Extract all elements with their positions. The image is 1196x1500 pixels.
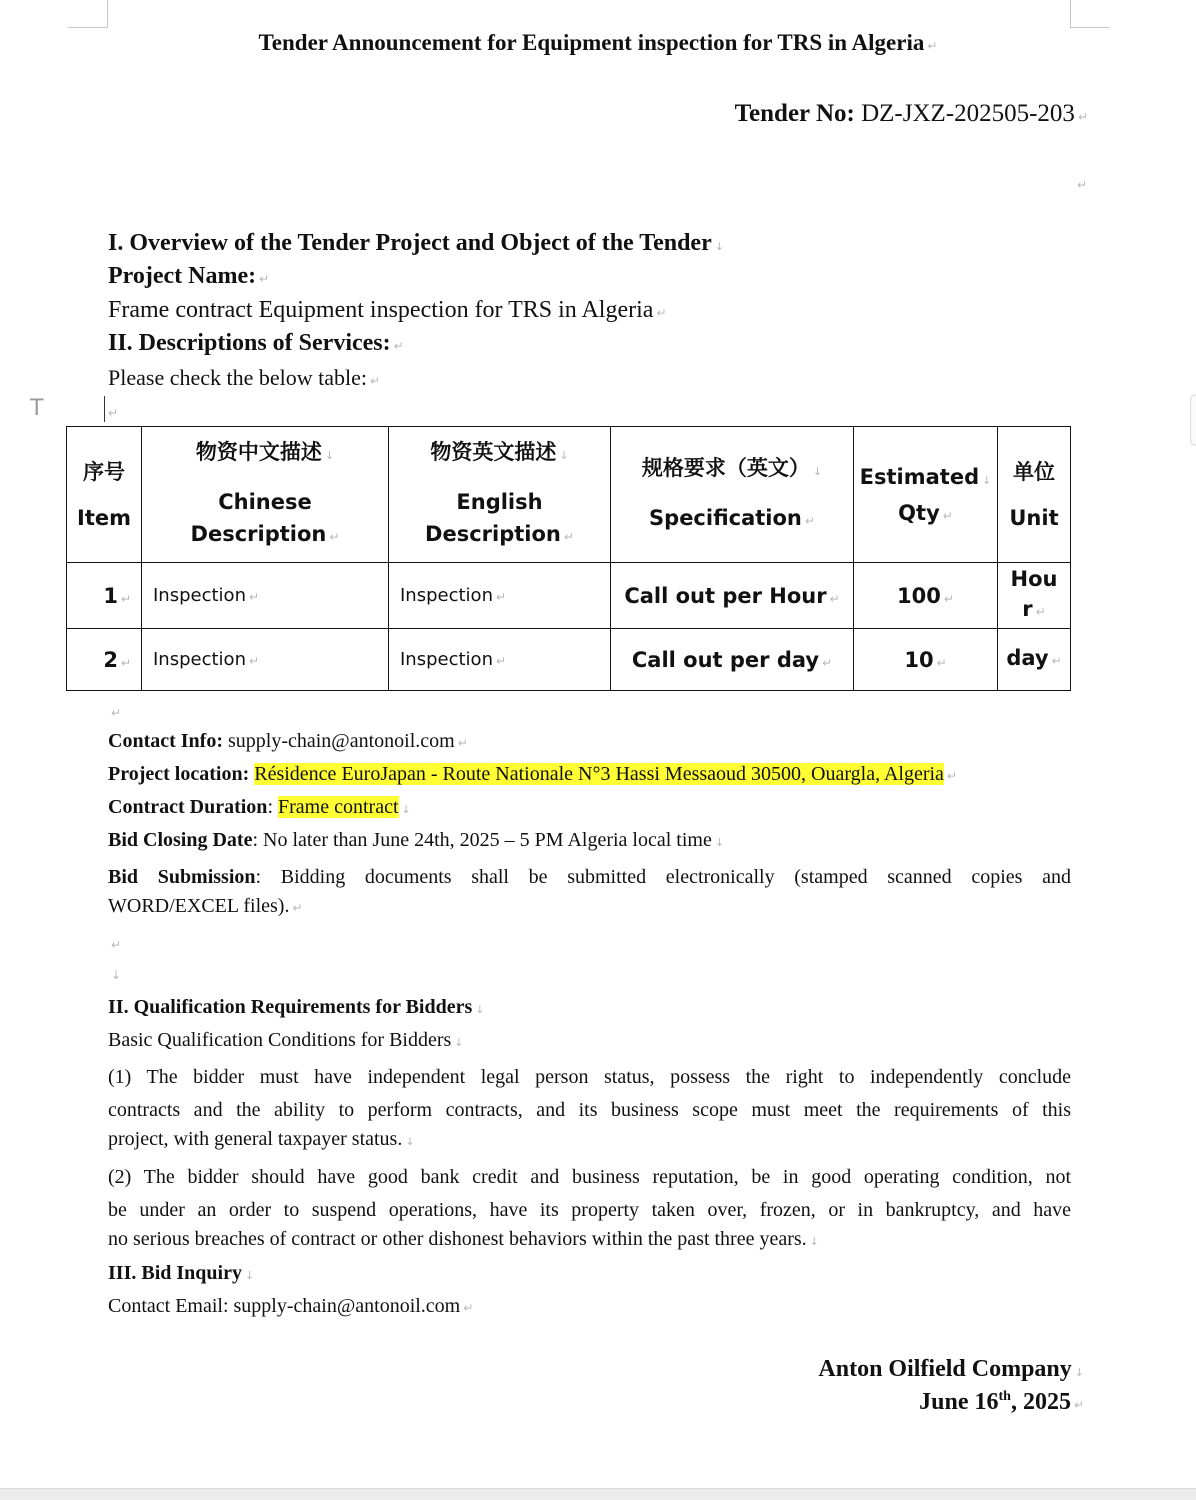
paragraph-mark-icon: ↵ xyxy=(1073,1398,1084,1412)
qualification-item1-line1: (1) The bidder must have independent legal person status, possess the right to independently conclude xyxy=(108,1066,1071,1088)
line-break-mark-icon: ↓ xyxy=(714,836,725,849)
paragraph-mark-icon: ↵ xyxy=(248,590,260,604)
paragraph-mark-icon: ↵ xyxy=(943,591,954,606)
header-estimated-qty-en2: Qty xyxy=(898,501,940,525)
header-estimated-qty xyxy=(854,427,998,563)
side-panel-handle[interactable] xyxy=(1190,394,1196,446)
overview-heading xyxy=(108,230,724,257)
insertion-caret xyxy=(104,396,105,422)
paragraph-mark-icon: ↵ xyxy=(656,306,667,320)
line-break-mark-icon: ↓ xyxy=(405,1135,415,1148)
cell-specification: Call out per day ↵ xyxy=(611,629,854,691)
contact-info xyxy=(108,730,468,753)
header-chinese-description-en1: Chinese xyxy=(218,490,312,514)
bid-inquiry-email xyxy=(108,1295,473,1318)
contract-duration-value: Frame contract xyxy=(278,796,399,818)
header-specification-en: Specification xyxy=(649,506,802,530)
cell-qty: 10 ↵ xyxy=(854,629,998,691)
table-intro xyxy=(108,365,380,391)
paragraph-mark-icon: ↵ xyxy=(370,374,381,388)
bid-inquiry-heading-text: III. Bid Inquiry xyxy=(108,1262,242,1284)
bid-inquiry-heading xyxy=(108,1262,254,1285)
table-header-row xyxy=(67,427,1071,563)
qualification-subheading xyxy=(108,1029,464,1052)
qualification-item2-line2: be under an order to suspend operations, have its property taken over, frozen, or in bankruptcy, and have xyxy=(108,1199,1071,1221)
line-break-mark-icon: ↓ xyxy=(324,449,335,462)
header-chinese-description-cn: 物资中文描述 xyxy=(195,440,322,464)
signature-date-prefix: June 16 xyxy=(919,1389,999,1415)
signature-date-sup: th xyxy=(998,1389,1011,1404)
crop-mark-top-right xyxy=(1070,0,1110,28)
cell-specification: Call out per Hour ↵ xyxy=(611,563,854,629)
tender-number-value: DZ-JXZ-202505-203 xyxy=(861,100,1075,127)
header-item xyxy=(67,427,142,563)
paragraph-mark-icon: ↵ xyxy=(248,654,260,668)
paragraph-mark-icon: ↵ xyxy=(495,654,507,668)
insertion-caret-line[interactable] xyxy=(108,396,118,422)
crop-mark-top-left xyxy=(68,0,108,28)
document-title xyxy=(0,30,1196,56)
cell-unit: day ↵ xyxy=(998,629,1071,691)
line-break-mark-icon: ↓ xyxy=(982,474,992,487)
contract-duration: Contract Duration: Frame contract ↓ xyxy=(108,796,411,818)
qualification-subheading-text: Basic Qualification Conditions for Bidders xyxy=(108,1029,452,1051)
cell-item: 2 ↵ xyxy=(67,629,142,691)
header-specification-cn: 规格要求（英文） xyxy=(641,456,810,480)
qualification-item1-line2: contracts and the ability to perform contracts, and its business scope must meet the requirements of this xyxy=(108,1099,1071,1121)
qualification-heading xyxy=(108,996,485,1019)
cell-chinese-description: Inspection ↵ xyxy=(142,629,389,691)
table-intro-text: Please check the below table: xyxy=(108,365,368,390)
project-name-label xyxy=(108,263,269,290)
cell-english-description: Inspection ↵ xyxy=(389,563,611,629)
line-break-mark-icon: ↓ xyxy=(714,240,724,253)
line-break-mark-icon: ↓ xyxy=(559,449,569,462)
paragraph-mark-icon: ↵ xyxy=(108,406,119,420)
bid-inquiry-email-text: Contact Email: supply-chain@antonoil.com xyxy=(108,1295,461,1317)
paragraph-mark-icon: ↵ xyxy=(1051,654,1062,668)
paragraph-mark-icon: ↵ xyxy=(292,901,303,915)
table-row xyxy=(67,629,1071,691)
qualification-item2-line1: (2) The bidder should have good bank credit and business reputation, be in good operating condition, not xyxy=(108,1166,1071,1188)
signature-date-suffix: , 2025 xyxy=(1010,1389,1071,1415)
qualification-item1-line3: project, with general taxpayer status. ↓ xyxy=(108,1128,415,1150)
bid-submission-label: Bid Submission xyxy=(108,866,256,888)
cell-unit: Hou r ↵ xyxy=(998,563,1071,629)
paragraph-mark-icon: ↵ xyxy=(1077,178,1088,192)
qualification-item2-line3: no serious breaches of contract or other dishonest behaviors within the past three years. ↓ xyxy=(108,1228,819,1250)
paragraph-mark-icon: ↵ xyxy=(463,1301,474,1315)
project-name-label-text: Project Name: xyxy=(108,263,257,289)
paragraph-mark-icon: ↵ xyxy=(946,769,957,783)
header-item-cn: 序号 xyxy=(83,459,125,484)
bottom-scrollbar[interactable] xyxy=(0,1488,1196,1500)
services-heading-text: II. Descriptions of Services: xyxy=(108,330,391,356)
paragraph-mark-icon: ↵ xyxy=(936,655,947,670)
header-unit xyxy=(998,427,1071,563)
project-location-label: Project location: xyxy=(108,763,250,785)
line-break-mark-icon: ↓ xyxy=(809,1235,819,1248)
header-english-description xyxy=(389,427,611,563)
header-item-en: Item xyxy=(77,505,131,530)
paragraph-mark-icon: ↵ xyxy=(829,591,840,606)
paragraph-mark-icon: ↵ xyxy=(804,514,815,528)
tender-number xyxy=(735,100,1088,128)
line-break-mark-icon: ↓ xyxy=(401,803,411,816)
line-break-mark-icon: ↓ xyxy=(1074,1366,1084,1379)
bid-closing-date: Bid Closing Date: No later than June 24th, 2025 – 5 PM Algeria local time ↓ xyxy=(108,829,725,851)
contract-duration-label: Contract Duration xyxy=(108,796,268,818)
bid-closing-date-value: No later than June 24th, 2025 – 5 PM Algeria local time xyxy=(263,829,712,851)
paragraph-mark-icon: ↵ xyxy=(259,272,270,286)
project-location-value: Résidence EuroJapan - Route Nationale N°3 Hassi Messaoud 30500, Ouargla, Algeria xyxy=(254,763,944,785)
table-row xyxy=(67,563,1071,629)
signature-date xyxy=(919,1389,1084,1416)
bid-closing-date-label: Bid Closing Date xyxy=(108,829,253,851)
document-title-text: Tender Announcement for Equipment inspection for TRS in Algeria xyxy=(258,30,925,55)
project-name-value xyxy=(108,297,667,324)
paragraph-mark-icon: ↵ xyxy=(393,339,404,353)
signature-company-text: Anton Oilfield Company xyxy=(818,1356,1072,1382)
bid-submission-continued xyxy=(108,895,303,918)
bid-submission-line1: Bidding documents shall be submitted electronically (stamped scanned copies and xyxy=(280,866,1071,888)
paragraph-mark-icon: ↵ xyxy=(120,655,131,670)
paragraph-mark-icon: ↵ xyxy=(1077,110,1088,124)
header-unit-cn: 单位 xyxy=(1013,459,1055,484)
paragraph-mark-icon: ↵ xyxy=(563,530,574,544)
services-table xyxy=(66,426,1071,691)
line-break-mark-icon: ↓ xyxy=(812,465,823,478)
cell-chinese-description: Inspection ↵ xyxy=(142,563,389,629)
bid-submission-line2: WORD/EXCEL files). xyxy=(108,895,290,917)
cell-qty: 100 ↵ xyxy=(854,563,998,629)
header-english-description-cn: 物资英文描述 xyxy=(430,440,557,464)
signature-company xyxy=(818,1356,1084,1383)
paragraph-mark-icon: ↵ xyxy=(1035,605,1046,619)
contact-info-label: Contact Info: xyxy=(108,730,223,752)
paragraph-mark-icon: ↵ xyxy=(495,590,507,604)
header-estimated-qty-en1: Estimated xyxy=(859,465,980,489)
paragraph-mark-icon: ↵ xyxy=(927,39,938,53)
paragraph-mark-icon: ↵ xyxy=(120,591,131,606)
line-break-mark-icon: ↓ xyxy=(454,1036,464,1049)
paragraph-mark-icon: ↵ xyxy=(942,509,953,523)
header-chinese-description xyxy=(142,427,389,563)
line-break-mark-icon: ↓ xyxy=(111,968,122,982)
cell-english-description: Inspection ↵ xyxy=(389,629,611,691)
paragraph-mark-icon: ↵ xyxy=(111,938,122,952)
line-break-mark-icon: ↓ xyxy=(475,1003,485,1016)
header-chinese-description-en2: Description xyxy=(190,522,327,546)
paragraph-mark-icon: ↵ xyxy=(822,655,833,670)
overview-heading-text: I. Overview of the Tender Project and Object of the Tender xyxy=(108,230,712,256)
header-unit-en: Unit xyxy=(1009,505,1059,530)
contact-info-value: supply-chain@antonoil.com xyxy=(228,730,455,752)
header-english-description-en1: English xyxy=(456,490,543,514)
bid-submission: Bid Submission: Bidding documents shall be submitted electronically (stamped scanned copies and xyxy=(108,866,1071,888)
cell-item: 1 ↵ xyxy=(67,563,142,629)
text-cursor-icon: T xyxy=(30,396,44,421)
project-name-value-text: Frame contract Equipment inspection for TRS in Algeria xyxy=(108,297,654,323)
header-english-description-en2: Description xyxy=(425,522,561,546)
qualification-heading-text: II. Qualification Requirements for Bidders xyxy=(108,996,473,1018)
paragraph-mark-icon: ↵ xyxy=(329,530,340,544)
line-break-mark-icon: ↓ xyxy=(244,1269,255,1282)
paragraph-mark-icon: ↵ xyxy=(457,736,468,750)
header-specification xyxy=(611,427,854,563)
tender-number-label: Tender No: xyxy=(734,100,855,127)
paragraph-mark-icon: ↵ xyxy=(111,706,122,720)
project-location xyxy=(108,763,957,786)
services-heading xyxy=(108,330,404,357)
